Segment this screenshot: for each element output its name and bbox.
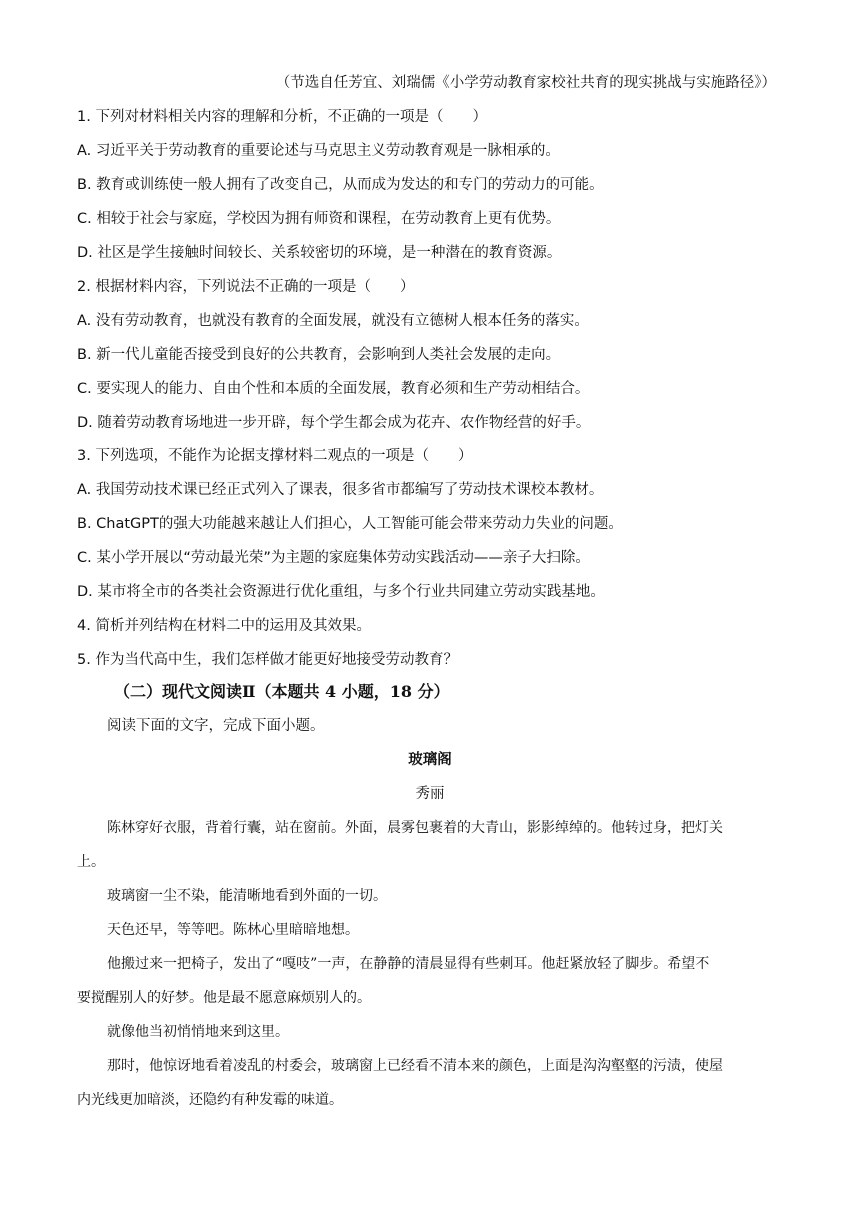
story-paragraph-line: 就像他当初悄悄地来到这里。 (107, 1024, 289, 1040)
question-2-option-a: A. 没有劳动教育，也就没有教育的全面发展，就没有立德树人根本任务的落实。 (77, 313, 589, 329)
question-1-option-d: D. 社区是学生接触时间较长、关系较密切的环境，是一种潜在的教育资源。 (77, 245, 562, 261)
question-2-option-c: C. 要实现人的能力、自由个性和本质的全面发展，教育必须和生产劳动相结合。 (77, 381, 590, 397)
story-paragraph-line: 陈林穿好衣服，背着行囊，站在窗前。外面，晨雾包裹着的大青山，影影绰绰的。他转过身，把灯关 (107, 820, 723, 836)
section-heading: （二）现代文阅读Ⅱ（本题共 4 小题，18 分） (114, 682, 450, 701)
story-paragraph-line: 上。 (77, 854, 105, 870)
question-1-option-a: A. 习近平关于劳动教育的重要论述与马克思主义劳动教育观是一脉相承的。 (77, 143, 560, 159)
story-author: 秀丽 (415, 786, 445, 802)
story-paragraph-line: 要搅醒别人的好梦。他是最不愿意麻烦别人的。 (77, 990, 371, 1006)
question-1-option-c: C. 相较于社会与家庭，学校因为拥有师资和课程，在劳动教育上更有优势。 (77, 211, 561, 227)
story-paragraph-line: 他搬过来一把椅子，发出了“嘎吱”一声，在静静的清晨显得有些刺耳。他赶紧放轻了脚步。希望不 (107, 956, 710, 972)
story-paragraph-line: 玻璃窗一尘不染，能清晰地看到外面的一切。 (107, 888, 387, 904)
story-title: 玻璃阁 (408, 751, 452, 768)
question-2-option-b: B. 新一代儿童能否接受到良好的公共教育，会影响到人类社会发展的走向。 (77, 347, 561, 363)
question-1-stem: 1. 下列对材料相关内容的理解和分析，不正确的一项是（ ） (77, 109, 487, 125)
story-paragraph-line: 天色还早，等等吧。陈林心里暗暗地想。 (107, 922, 359, 938)
source-citation: （节选自任芳宜、刘瑞儒《小学劳动教育家校社共育的现实挑战与实施路径》） (275, 75, 776, 91)
question-3-option-c: C. 某小学开展以“劳动最光荣”为主题的家庭集体劳动实践活动——亲子大扫除。 (77, 550, 590, 566)
question-3-stem: 3. 下列选项，不能作为论据支撑材料二观点的一项是（ ） (77, 448, 473, 464)
question-3-option-d: D. 某市将全市的各类社会资源进行优化重组，与多个行业共同建立劳动实践基地。 (77, 584, 605, 600)
story-paragraph-line: 内光线更加暗淡，还隐约有种发霉的味道。 (77, 1092, 343, 1108)
question-1-option-b: B. 教育或训练使一般人拥有了改变自己，从而成为发达的和专门的劳动力的可能。 (77, 177, 604, 193)
question-2-stem: 2. 根据材料内容，下列说法不正确的一项是（ ） (77, 279, 415, 295)
story-paragraph-line: 那时，他惊讶地看着凌乱的村委会，玻璃窗上已经看不清本来的颜色，上面是沟沟壑壑的污渍，使屋 (107, 1058, 723, 1074)
question-4-stem: 4. 简析并列结构在材料二中的运用及其效果。 (77, 618, 371, 634)
section-instruction: 阅读下面的文字，完成下面小题。 (107, 718, 325, 734)
question-3-option-a: A. 我国劳动技术课已经正式列入了课表，很多省市都编写了劳动技术课校本教材。 (77, 482, 604, 498)
question-5-stem: 5. 作为当代高中生，我们怎样做才能更好地接受劳动教育？ (77, 652, 458, 668)
question-2-option-d: D. 随着劳动教育场地进一步开辟，每个学生都会成为花卉、农作物经营的好手。 (77, 415, 591, 431)
question-3-option-b: B. ChatGPT的强大功能越来越让人们担心，人工智能可能会带来劳动力失业的问题。 (77, 516, 623, 532)
